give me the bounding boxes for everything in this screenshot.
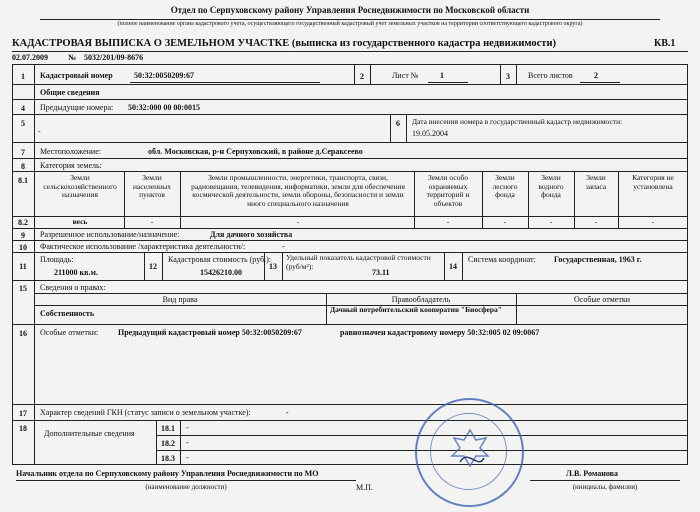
category-water: Земли водного фонда [538,173,564,200]
row-number: 17 [19,409,27,418]
row-number: 8.2 [18,218,28,227]
category-agri: Земли сельскохозяйственного назначения [43,173,117,200]
row-number: 4 [21,104,25,113]
permitted-use: Для дачного хозяйства [210,230,293,239]
registration-date-label: Дата внесения номера в государственный кадастр недвижимости: [412,117,623,126]
area: 211000 кв.м. [54,268,98,277]
actual-use: - [282,242,285,251]
permitted-use-label: Разрешенное использование/назначение: [40,230,180,239]
land-category-label: Категория земель: [40,161,102,170]
category-value: - [150,217,154,226]
signer-position: Начальник отдела по Серпуховскому району Управления Роснедвижимости по МО [16,469,319,478]
gkn-status-label: Характер сведений ГКН (статус записи о земельном участке): [40,408,251,417]
sheet-number: 1 [440,71,444,80]
total-sheets-label: Всего листов [528,71,573,80]
location: обл. Московская, р-н Серпуховский, в районе д.Сераксеево [148,147,363,156]
category-value: - [594,217,598,226]
org-name: Отдел по Серпуховскому району Управления Роснедвижимости по Московской области [170,5,530,15]
row-number: 18.2 [161,439,175,448]
row-number: 16 [19,329,27,338]
category-value: весь [72,217,88,226]
row-number: 9 [21,231,25,240]
category-industry: Земли промышленности, энергетики, транспорта, связи, радиовещания, телевидения, информатики, земли для обеспечения космической деятельности, земли обороны, безопасности и земли иного специального назначения [191,173,405,208]
previous-numbers-label: Предыдущие номера: [40,103,114,112]
row-number: 7 [21,148,25,157]
rights-col-type: Вид права [162,295,198,304]
registration-date: 19.05.2004 [412,129,448,138]
row-number: 2 [360,72,364,81]
category-value: - [503,217,507,226]
cadastral-number-label: Кадастровый номер [40,71,113,80]
additional-182: - [186,438,189,447]
row-number: 10 [19,243,27,252]
eagle-emblem-icon [440,418,500,478]
row-number: 1 [21,72,25,81]
row-number: 11 [19,262,27,271]
previous-numbers: 50:32:000 00 00:0015 [128,103,200,112]
row-number: 12 [149,262,157,271]
category-settlements: Земли населенных пунктов [133,173,171,200]
row-number: 15 [19,284,27,293]
rights-label: Сведения о правах: [40,283,106,292]
coord-system-label: Система координат: [468,255,536,264]
document-title: КАДАСТРОВАЯ ВЫПИСКА О ЗЕМЕЛЬНОМ УЧАСТКЕ (выписка из государственного кадастра недвижимости) [12,38,557,49]
org-note: (полное наименование органа кадастрового учета, осуществляющего государственный кадастровый учет земельных участков на территории соответствующего кадастрового округа) [117,21,583,27]
special-notes-label: Особые отметки: [40,328,99,337]
additional-info-label: Дополнительные сведения [44,429,135,438]
area-label: Площадь: [40,255,74,264]
row-number: 14 [449,262,457,271]
row-number: 13 [269,262,277,271]
section-general: Общие сведения [40,88,100,97]
cadastral-value: 15426210.00 [200,268,242,277]
category-value: - [651,217,655,226]
total-sheets: 2 [594,71,598,80]
category-value: - [446,217,450,226]
location-label: Местоположение: [40,147,101,156]
special-notes: Предыдущий кадастровый номер 50:32:0050209:67 [118,328,302,337]
specific-value: 73.11 [372,268,390,277]
rights-col-notes: Особые отметки [574,295,630,304]
category-reserve: Земли запаса [585,173,607,191]
row5-value: - [38,127,41,136]
right-owner: Дачный потребительский кооператив "Биосфера" [330,305,502,314]
row-number: 18.1 [161,424,175,433]
special-notes-cont: равнозначен кадастровому номеру 50:32:005 02 09:0067 [340,328,540,337]
category-forest: Земли лесного фонда [492,173,518,200]
row-number: 8 [21,162,25,171]
coord-system: Государственная, 1963 г. [554,255,642,264]
right-type: Собственность [40,309,95,318]
cadastral-value-label: Кадастровая стоимость (руб.): [168,255,272,264]
document-number: 5032/201/09-8676 [84,53,144,62]
category-value: - [549,217,553,226]
gkn-status: - [286,408,289,417]
category-value: - [296,217,300,226]
row-number: 18 [19,424,27,433]
rights-col-owner: Правообладатель [391,295,451,304]
position-note: (наименование должности) [145,483,227,491]
row-number: 3 [506,72,510,81]
cadastral-number: 50:32:0050209:67 [134,71,194,80]
actual-use-label: Фактическое использование /характеристика деятельности/: [40,242,246,251]
row-number: 8.1 [18,176,28,185]
row-number: 6 [396,119,400,128]
category-unset: Категория не установлена [632,173,674,191]
signer-name: Л.В. Романова [566,469,618,478]
signer-note: (инициалы, фамилия) [572,483,638,491]
additional-181: - [186,423,189,432]
additional-183: - [186,453,189,462]
seal-mark: М.П. [356,483,373,492]
row-number: 5 [21,119,25,128]
row-number: 18.3 [161,454,175,463]
sheet-label: Лист № [392,71,419,80]
category-protected: Земли особо охраняемых территорий и объектов [426,173,470,208]
form-code: КВ.1 [654,38,676,49]
specific-value-label: Удельный показатель кадастровой стоимости (руб/м²): [286,253,431,271]
number-label: № [68,53,77,62]
document-date: 02.07.2009 [12,53,48,62]
